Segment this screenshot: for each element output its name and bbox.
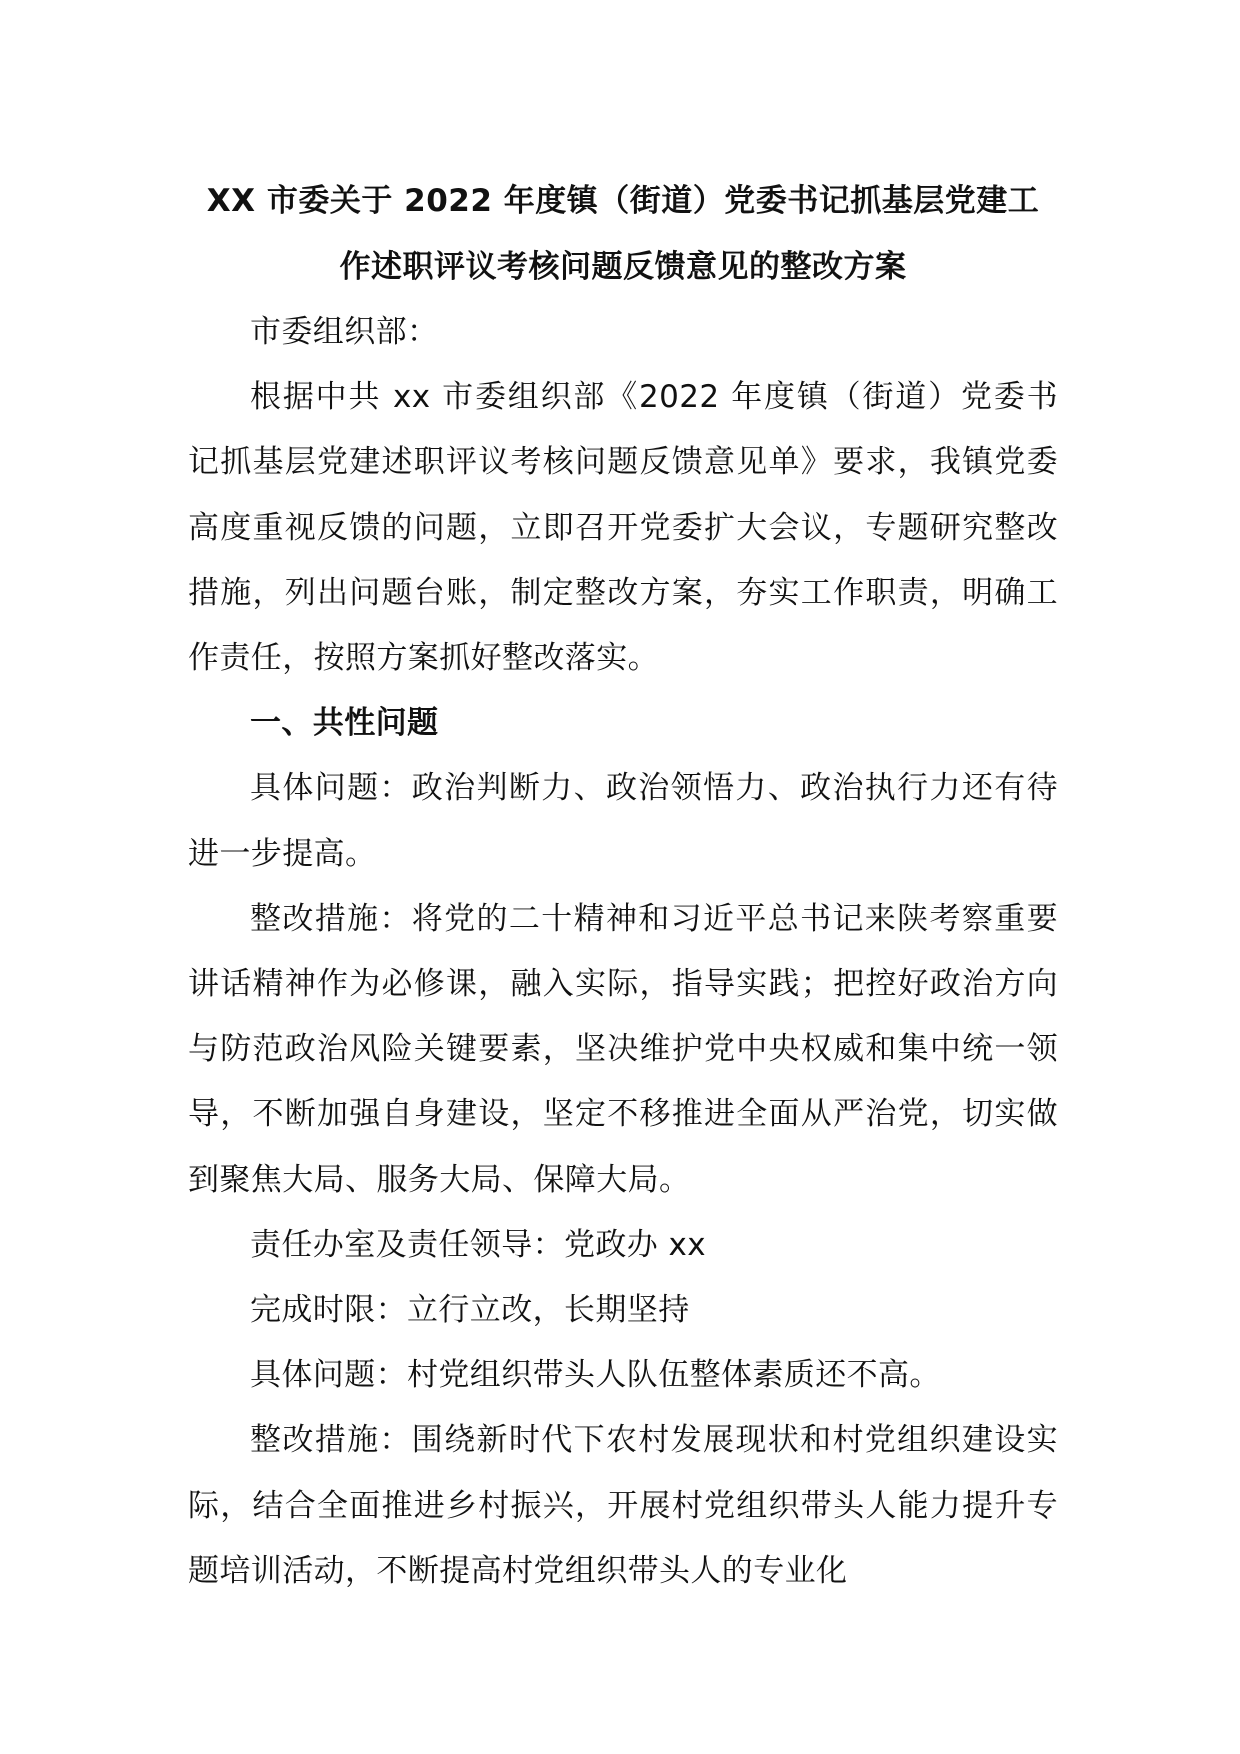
document-page [188, 168, 1058, 1604]
document-title-line-1: XX 市委关于 2022 年度镇（街道）党委书记抓基层党建工 [206, 183, 1040, 219]
deadline-paragraph-1: 完成时限：立行立改，长期坚持 [250, 1292, 690, 1329]
responsible-paragraph-1: 责任办室及责任领导：党政办 xx [250, 1226, 706, 1263]
section-heading-common-issues: 一、共性问题 [250, 705, 439, 742]
problem-paragraph-1: 具体问题：政治判断力、政治领悟力、政治执行力还有待进一步提高。 [188, 770, 1058, 872]
salutation: 市委组织部： [250, 314, 439, 350]
measure-paragraph-2: 整改措施：围绕新时代下农村发展现状和村党组织建设实际，结合全面推进乡村振兴，开展村党组织带头人能力提升专题培训活动，不断提高村党组织带头人的专业化 [188, 1422, 1058, 1589]
document-title-line-2: 作述职评议考核问题反馈意见的整改方案 [339, 249, 907, 285]
problem-paragraph-2: 具体问题：村党组织带头人队伍整体素质还不高。 [250, 1357, 941, 1394]
intro-paragraph: 根据中共 xx 市委组织部《2022 年度镇（街道）党委书记抓基层党建述职评议考核问题反馈意见单》要求，我镇党委高度重视反馈的问题，立即召开党委扩大会议，专题研究整改措施，列出问题台账，制定整改方案，夯实工作职责，明确工作责任，按照方案抓好整改落实。 [188, 379, 1058, 677]
measure-paragraph-1: 整改措施：将党的二十精神和习近平总书记来陕考察重要讲话精神作为必修课，融入实际，指导实践；把控好政治方向与防范政治风险关键要素，坚决维护党中央权威和集中统一领导，不断加强自身建设，坚定不移推进全面从严治党，切实做到聚焦大局、服务大局、保障大局。 [188, 900, 1058, 1198]
